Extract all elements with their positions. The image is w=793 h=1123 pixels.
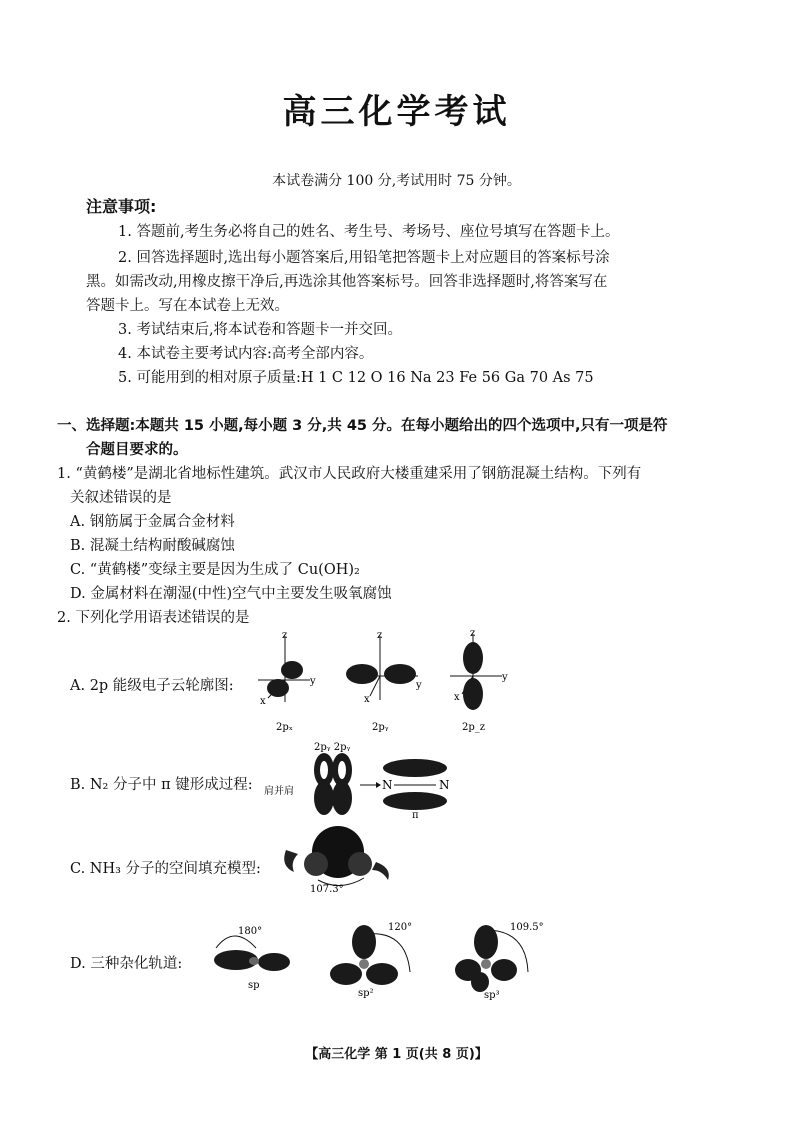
pi-bond-n-left: N (382, 778, 393, 792)
label-2pz: 2p_z (462, 722, 486, 733)
notice-item-2: 2. 回答选择题时,选出每小题答案后,用铅笔把答题卡上对应题目的答案标号涂 (118, 250, 610, 266)
pi-bond-side-label: 肩并肩 (264, 786, 294, 797)
page-footer: 【高三化学 第 1 页(共 8 页)】 (305, 1047, 488, 1062)
q2-option-c: C. NH₃ 分子的空间填充模型: (70, 861, 261, 877)
axis-x-2: x (364, 694, 370, 705)
q1-stem: 1. “黄鹤楼”是湖北省地标性建筑。武汉市人民政府大楼重建采用了钢筋混凝土结构。下列有 (57, 466, 642, 482)
sp2-label: sp² (358, 988, 374, 999)
sp-angle: 180° (238, 926, 263, 937)
pi-cloud-bottom (383, 792, 447, 810)
section-heading: 一、选择题:本题共 15 小题,每小题 3 分,共 45 分。在每小题给出的四个选项中,只有一项是符 (57, 418, 668, 434)
p-orbitals-side-by-side (314, 753, 352, 815)
pi-label: π (412, 810, 419, 820)
label-2py: 2pᵧ (372, 722, 389, 733)
page-title: 高三化学考试 (282, 92, 511, 132)
q1-option-c: C. “黄鹤楼”变绿主要是因为生成了 Cu(OH)₂ (70, 562, 360, 578)
section-heading-cont: 合题目要求的。 (86, 442, 188, 458)
sp-label: sp (248, 980, 260, 991)
sp3-label: sp³ (484, 990, 500, 1001)
pi-cloud-top (383, 759, 447, 777)
axis-z-3: z (470, 628, 476, 639)
q2-option-d: D. 三种杂化轨道: (70, 956, 183, 972)
exam-info: 本试卷满分 100 分,考试用时 75 分钟。 (272, 173, 521, 189)
pi-bond-diagram (264, 738, 474, 820)
axis-x-3: x (454, 692, 460, 703)
q1-option-b: B. 混凝土结构耐酸碱腐蚀 (70, 538, 235, 554)
orbital-2px (258, 636, 310, 702)
sp2-orbital (330, 925, 410, 985)
notice-item-2-cont2: 答题卡上。写在本试卷上无效。 (86, 298, 289, 314)
sp3-orbital (455, 925, 528, 992)
axis-y-1: y (310, 676, 316, 687)
label-2px: 2pₓ (276, 722, 294, 733)
axis-z-2: z (377, 630, 383, 641)
axis-y-3: y (502, 672, 508, 683)
q2-option-b: B. N₂ 分子中 π 键形成过程: (70, 777, 253, 793)
hybrid-orbitals-diagram (196, 912, 556, 1002)
orbital-2py (346, 636, 418, 700)
pi-bond-top-label: 2pᵧ 2pᵧ (314, 742, 351, 753)
notice-item-2-cont: 黑。如需改动,用橡皮擦干净后,再选涂其他答案标号。回答非选择题时,将答案写在 (86, 274, 608, 290)
q1-stem-cont: 关叙述错误的是 (70, 490, 172, 506)
notice-heading: 注意事项: (86, 197, 157, 216)
notice-item-5: 5. 可能用到的相对原子质量:H 1 C 12 O 16 Na 23 Fe 56 Ga 70 As 75 (118, 370, 594, 386)
notice-item-4: 4. 本试卷主要考试内容:高考全部内容。 (118, 346, 374, 362)
q1-option-a: A. 钢筋属于金属合金材料 (70, 514, 235, 530)
pi-bond-n-right: N (439, 778, 450, 792)
notice-item-1: 1. 答题前,考生务必将自己的姓名、考生号、考场号、座位号填写在答题卡上。 (118, 224, 620, 240)
q1-option-d: D. 金属材料在潮湿(中性)空气中主要发生吸氧腐蚀 (70, 586, 392, 602)
sp-orbital (214, 936, 290, 971)
axis-x-1: x (260, 696, 266, 707)
axis-z-1: z (282, 630, 288, 641)
p-orbital-diagrams (240, 628, 530, 740)
axis-y-2: y (416, 680, 422, 691)
nh3-angle: 107.3° (310, 884, 344, 895)
sp3-angle: 109.5° (510, 922, 544, 933)
sp2-angle: 120° (388, 922, 413, 933)
q2-option-a: A. 2p 能级电子云轮廓图: (70, 678, 234, 694)
q2-stem: 2. 下列化学用语表述错误的是 (57, 610, 250, 626)
notice-item-3: 3. 考试结束后,将本试卷和答题卡一并交回。 (118, 322, 403, 338)
nh3-space-filling-model (280, 822, 410, 902)
